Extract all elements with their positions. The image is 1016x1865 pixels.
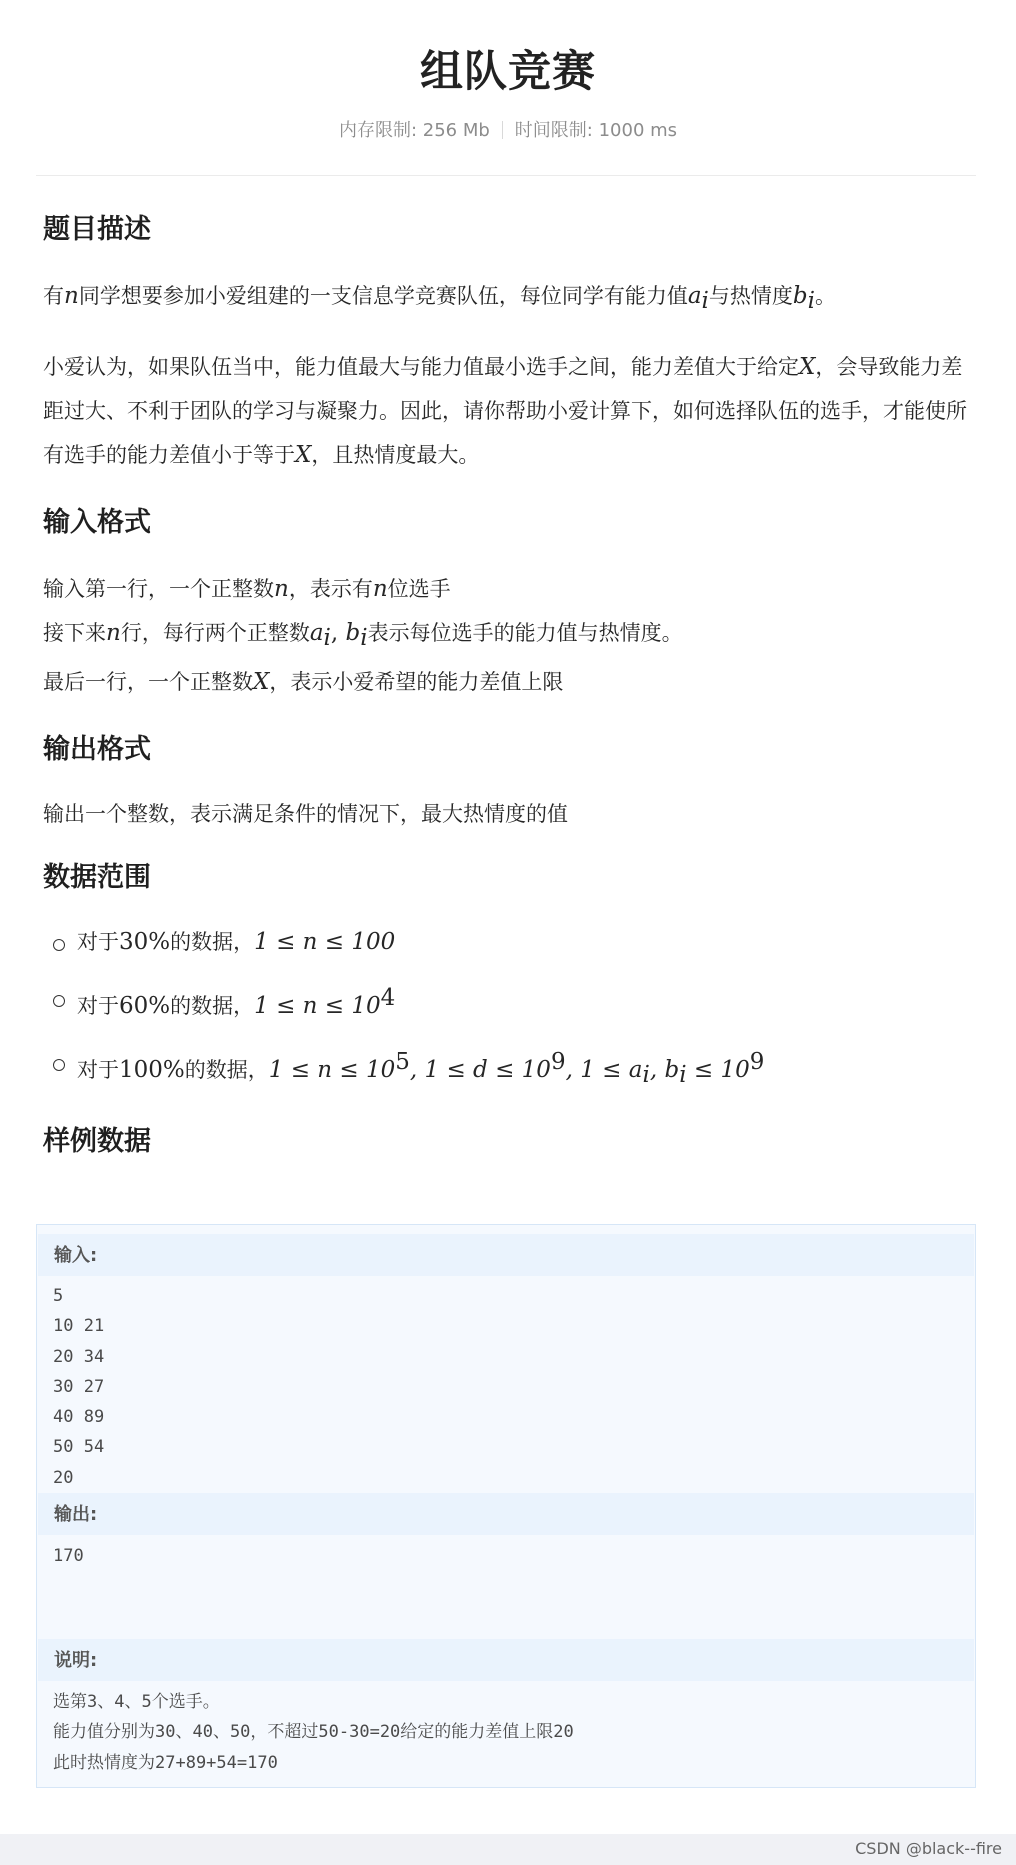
time-limit: 时间限制: 1000 ms [514, 120, 678, 141]
description-paragraph-1: 有n同学想要参加小爱组建的一支信息学竞赛队伍，每位同学有能力值$a_i$与热情度$b_i$。 [43, 283, 836, 315]
sample-input[interactable]: 5 10 21 20 34 30 27 40 89 50 54 20 [53, 1286, 105, 1488]
page-title: 组队竞赛 [420, 47, 596, 97]
sample-note: 选第3、4、5个选手。 能力值分别为30、40、50，不超过50-30=20给定的能力差值上限20 此时热情度为27+89+54=170 [53, 1692, 574, 1773]
list-item: 对于60%的数据，$1 \le n \le 10^4$ [43, 970, 973, 1034]
section-heading-description: 题目描述 [43, 214, 151, 245]
sample-box [36, 1224, 976, 1788]
description-paragraph-2: 小爱认为，如果队伍当中，能力值最大与能力值最小选手之间，能力差值大于给定X，会导致能力差距过大、不利于团队的学习与凝聚力。因此，请你帮助小爱计算下，如何选择队伍的选手，才能使所有选手的能力差值小于等于X，且热情度最大。 [43, 354, 967, 469]
section-heading-input: 输入格式 [43, 507, 151, 539]
list-item: 对于100%的数据，$1 \le n \le 10^5$, $1 \le d \le 10^9$, $1 \le a_i$, $b_i \le 10^9$ [43, 1034, 973, 1103]
section-heading-range: 数据范围 [43, 862, 151, 894]
output-format-text: 输出一个整数，表示满足条件的情况下，最大热情度的值 [43, 802, 568, 827]
sample-output-label: 输出: [38, 1493, 974, 1535]
memory-limit: 内存限制: 256 Mb [338, 120, 490, 141]
footer-bar [0, 1834, 1016, 1865]
section-heading-sample: 样例数据 [43, 1125, 151, 1157]
limits-divider [502, 121, 503, 139]
header-divider [36, 175, 976, 176]
sample-note-label: 说明: [38, 1639, 974, 1681]
limits-bar [0, 116, 1016, 142]
problem-content [43, 210, 973, 1162]
watermark: CSDN @black--fire [855, 1839, 1002, 1858]
sample-input-label: 输入: [38, 1234, 974, 1276]
sample-output[interactable]: 170 [53, 1546, 84, 1566]
input-format-text: 输入第一行，一个正整数n，表示有n位选手 接下来n行，每行两个正整数$a_i$, $b_i$表示每位选手的能力值与热情度。 最后一行，一个正整数X，表示小爱希望的能力差值上限 [43, 576, 683, 696]
list-item: 对于30%的数据，1 ≤ n ≤ 100 [43, 914, 973, 970]
range-list [43, 914, 973, 1103]
section-heading-output: 输出格式 [43, 734, 151, 766]
